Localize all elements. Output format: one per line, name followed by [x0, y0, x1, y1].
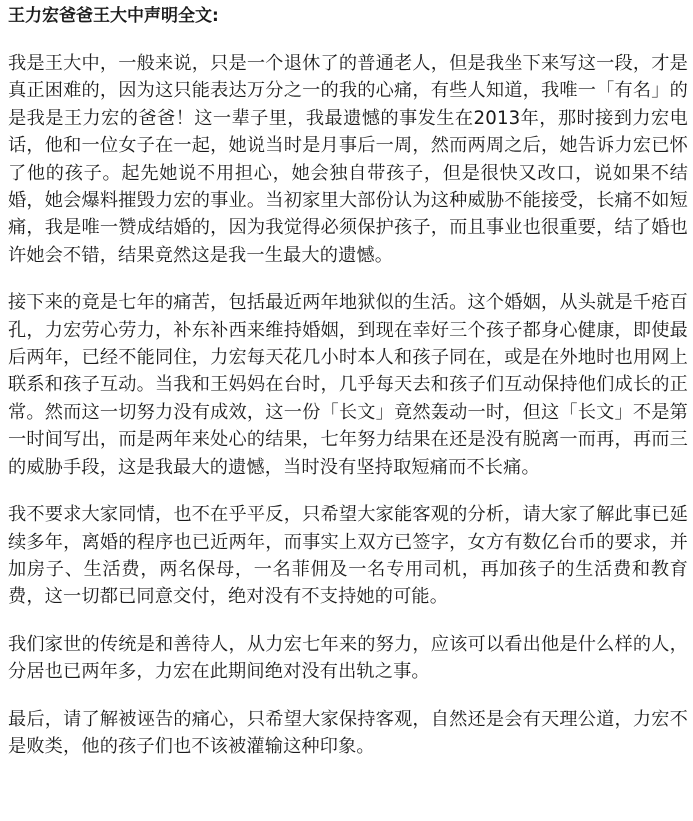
paragraph-2: 接下来的竟是七年的痛苦，包括最近两年地狱似的生活。这个婚姻，从头就是千疮百孔，力宏劳心劳力，补东补西来维持婚姻，到现在幸好三个孩子都身心健康，即使最后两年，已经不能同住，力宏每天花几小时本人和孩子同在，或是在外地时也用网上联系和孩子互动。当我和王妈妈在台时，几乎每天去和孩子们互动保持他们成长的正常。然而这一切努力没有成效，这一份「长文」竟然轰动一时，但这「长文」不是第一时间写出，而是两年来处心的结果，七年努力结果在还是没有脱离一而再，再而三的威胁手段，这是我最大的遗憾，当时没有坚持取短痛而不长痛。 [8, 292, 688, 478]
article-title: 王力宏爸爸王大中声明全文: [8, 6, 219, 26]
paragraph-1: 我是王大中，一般来说，只是一个退休了的普通老人，但是我坐下来写这一段，才是真正困难的，因为这只能表达万分之一的我的心痛，有些人知道，我唯一「有名」的是我是王力宏的爸爸！这一辈子里，我最遗憾的事发生在2013年，那时接到力宏电话，他和一位女子在一起，她说当时是月事后一周，然而两周之后，她告诉力宏已怀了他的孩子。起先她说不用担心，她会独自带孩子，但是很快又改口，说如果不结婚，她会爆料摧毁力宏的事业。当初家里大部份认为这种威胁不能接受，长痛不如短痛，我是唯一赞成结婚的，因为我觉得必须保护孩子，而且事业也很重要，结了婚也许她会不错，结果竟然这是我一生最大的遗憾。 [8, 53, 688, 266]
paragraph-4: 我们家世的传统是和善待人，从力宏七年来的努力，应该可以看出他是什么样的人，分居也已两年多，力宏在此期间绝对没有出轨之事。 [8, 633, 688, 683]
statement-article [8, 0, 688, 760]
paragraph-5: 最后，请了解被诬告的痛心，只希望大家保持客观，自然还是会有天理公道，力宏不是败类，他的孩子们也不该被灌输这种印象。 [8, 708, 688, 757]
paragraph-3: 我不要求大家同情，也不在乎平反，只希望大家能客观的分析，请大家了解此事已延续多年，离婚的程序也已近两年，而事实上双方已签字，女方有数亿台币的要求，并加房子、生活费，两名保母，一名菲佣及一名专用司机，再加孩子的生活费和教育费，这一切都已同意交付，绝对没有不支持她的可能。 [8, 504, 688, 608]
